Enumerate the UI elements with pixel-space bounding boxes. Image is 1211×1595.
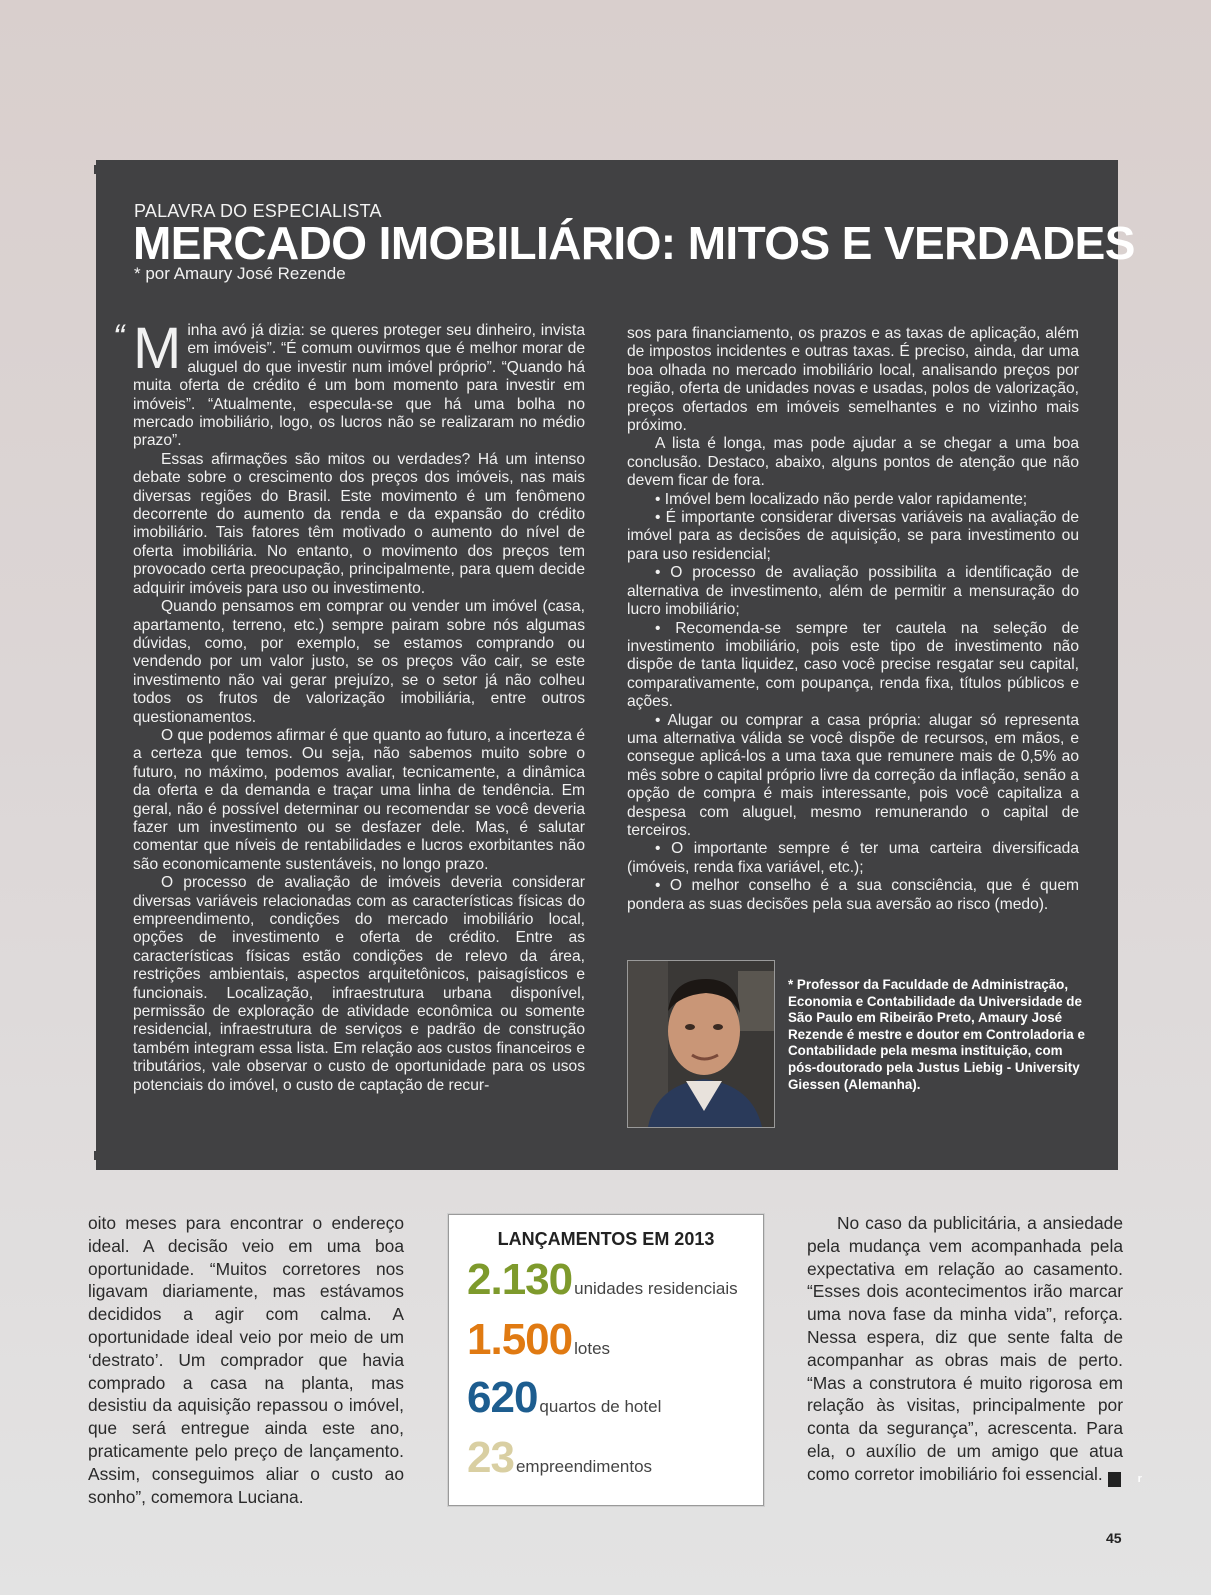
open-quote-mark: “ bbox=[113, 318, 125, 356]
bullet-item: • O processo de avaliação possibilita a identificação de alternativa de investimento, além de permitir a mensuração do lucro imobiliário; bbox=[627, 564, 1079, 619]
article-title: MERCADO IMOBILIÁRIO: MITOS E VERDADES bbox=[133, 217, 1135, 269]
stat-label: unidades residenciais bbox=[574, 1279, 738, 1298]
paragraph: Essas afirmações são mitos ou verdades? Há um intenso debate sobre o crescimento dos preços dos imóveis, nas mais diversas regiões do Brasil. Este movimento é um fenômeno decorrente do aumento da renda e da expansão do crédito imobiliário. Tais fatores têm motivado o aumento do nível de oferta imobiliária. No entanto, o movimento dos preços tem provocado certa preocupação, principalmente, para quem decide adquirir imóveis para uso ou investimento. bbox=[133, 450, 585, 597]
story-column-right bbox=[807, 1212, 1142, 1487]
paragraph: Quando pensamos em comprar ou vender um imóvel (casa, apartamento, terreno, etc.) sempre pairam sobre nós algumas dúvidas, como, por exemplo, se estamos comprando ou vendendo por um valor justo, se os preços vão cair, se este investimento não vai gerar prejuízo, se o setor já não colheu todos os frutos de valorização imobiliária, entre outros questionamentos. bbox=[133, 598, 585, 726]
launches-stats-box bbox=[448, 1214, 764, 1506]
article-end-mark-icon: r bbox=[1108, 1472, 1121, 1487]
bullet-item: • Imóvel bem localizado não perde valor rapidamente; bbox=[655, 490, 1028, 508]
author-portrait-illustration bbox=[628, 961, 774, 1127]
story-column-left bbox=[88, 1212, 404, 1508]
stat-number: 23 bbox=[467, 1433, 514, 1482]
paragraph: oito meses para encontrar o endereço ideal. A decisão veio em uma boa oportunidade. “Muitos corretores nos ligavam diariamente, mas estávamos decididos a agir com calma. A oportunidade ideal veio por meio de um ‘destrato’. Um comprador que havia comprado a casa na planta, mas desistiu da aquisição repassou o imóvel, que será entregue ainda este ano, praticamente pelo preço de lançamento. Assim, conseguimos aliar o custo ao sonho”, comemora Luciana. bbox=[88, 1213, 404, 1507]
paragraph: A lista é longa, mas pode ajudar a se chegar a uma boa conclusão. Destaco, abaixo, alguns pontos de atenção que não devem ficar de fora. bbox=[627, 435, 1079, 490]
box-corner-ornament bbox=[94, 165, 103, 174]
box-corner-ornament bbox=[1107, 165, 1116, 174]
stat-number: 620 bbox=[467, 1373, 538, 1422]
stat-number: 2.130 bbox=[467, 1255, 573, 1304]
bullet-item: • O melhor conselho é a sua consciência, que é quem pondera as suas decisões pela sua aversão ao risco (medo). bbox=[627, 877, 1079, 913]
bullet-item: • Recomenda-se sempre ter cautela na seleção de investimento imobiliário, pois este tipo de investimento não dispõe de tanta liquidez, caso você precise resgatar seu capital, comparativamente, com poupança, renda fixa, títulos públicos e ações. bbox=[627, 619, 1079, 711]
paragraph: O processo de avaliação de imóveis deveria considerar diversas variáveis relacionadas com as características físicas do empreendimento, condições do mercado imobiliário local, opções de investimento e oferta de crédito. Entre as características físicas estão condições de relevo da área, restrições ambientais, aspectos arquitetônicos, paisagísticos e funcionais. Localização, infraestrutura urbana disponível, permissão de exploração de atividade econômica ou somente residencial, infraestrutura de serviços e padrão de construção também integram essa lista. Em relação aos custos financeiros e tributários, vale observar o custo de oportunidade para os usos potenciais do imóvel, o custo de captação de recur- bbox=[133, 874, 585, 1094]
stat-item bbox=[467, 1373, 661, 1423]
bullet-item: • É importante considerar diversas variáveis na avaliação de imóvel para as decisões de aquisição, se para investimento ou para uso residencial; bbox=[627, 509, 1079, 563]
section-kicker: PALAVRA DO ESPECIALISTA bbox=[134, 201, 382, 221]
author-bio: * Professor da Faculdade de Administração, Economia e Contabilidade da Universidade de São Paulo em Ribeirão Preto, Amaury José Rezende é mestre e doutor em Controladoria e Contabilidade pela mesma instituição, com pós-doutorado pela Justus Liebig - University Giessen (Alemanha). bbox=[788, 977, 1085, 1092]
stat-number: 1.500 bbox=[467, 1315, 573, 1364]
bullet-item: • Alugar ou comprar a casa própria: alugar só representa uma alternativa válida se você dispõe de recursos, em mãos, e consegue aplicá-los a uma taxa que remunere mais de 0,5% ao mês sobre o capital próprio livre da correção da inflação, senão a opção de compra é mais interessante, pois você capitaliza a despesa com aluguel, mesmo remunerando o capital de terceiros. bbox=[627, 711, 1079, 839]
stats-title: LANÇAMENTOS EM 2013 bbox=[497, 1229, 715, 1249]
article-column-1 bbox=[133, 316, 585, 1095]
stat-label: lotes bbox=[574, 1339, 611, 1358]
paragraph: No caso da publicitária, a ansiedade pela mudança vem acompanhada pela expectativa em relação ao casamento. “Esses dois acontecimentos irão marcar uma nova fase da minha vida”, reforça. Nessa espera, diz que sente falta de acompanhar as obras mais de perto. “Mas a construtora é muito rigorosa em relação às visitas, principalmente por conta da segurança”, acrescenta. Para ela, o auxílio de um amigo que atua como corretor imobiliário foi essencial. r bbox=[807, 1213, 1142, 1485]
bullet-item: • O importante sempre é ter uma carteira diversificada (imóveis, renda fixa variável, etc.); bbox=[627, 840, 1079, 876]
paragraph: O que podemos afirmar é que quanto ao futuro, a incerteza é a certeza que temos. Ou seja, não sabemos muito sobre o futuro, no máximo, podemos avaliar, tecnicamente, a dinâmica da oferta e da demanda e traçar uma linha de tendência. Em geral, não é possível determinar ou recomendar se você deveria fazer um investimento ou se desfazer dele. Mas, é salutar comentar que níveis de rentabilidades e lucros exorbitantes não são economicamente sustentáveis, no longo prazo. bbox=[133, 726, 585, 873]
stat-item bbox=[467, 1315, 610, 1365]
stat-label: empreendimentos bbox=[515, 1457, 653, 1476]
article-column-2 bbox=[627, 325, 1079, 914]
stat-item bbox=[467, 1255, 738, 1305]
box-corner-ornament bbox=[94, 1151, 103, 1160]
stat-item bbox=[467, 1433, 652, 1483]
drop-cap: M bbox=[133, 316, 182, 381]
box-corner-ornament bbox=[1107, 1151, 1116, 1160]
paragraph: sos para financiamento, os prazos e as taxas de aplicação, além de impostos incidentes e outras taxas. É preciso, ainda, dar uma boa olhada no mercado imobiliário local, analisando preços por região, oferta de unidades novas e usadas, polos de valorização, preços ofertados em imóveis semelhantes e no vizinho mais próximo. bbox=[627, 325, 1079, 435]
paragraph: Minha avó já dizia: se queres proteger seu dinheiro, invista em imóveis”. “É comum ouvirmos que é melhor morar de aluguel do que investir num imóvel próprio”. “Quando há muita oferta de crédito é um bom momento para investir em imóveis”. “Atualmente, especula-se que há uma bolha no mercado imobiliário, logo, os lucros não se realizaram no médio prazo”. bbox=[133, 316, 585, 450]
stat-label: quartos de hotel bbox=[539, 1397, 662, 1416]
byline: * por Amaury José Rezende bbox=[134, 264, 346, 283]
author-photo bbox=[627, 960, 775, 1128]
page-number: 45 bbox=[1106, 1530, 1122, 1546]
